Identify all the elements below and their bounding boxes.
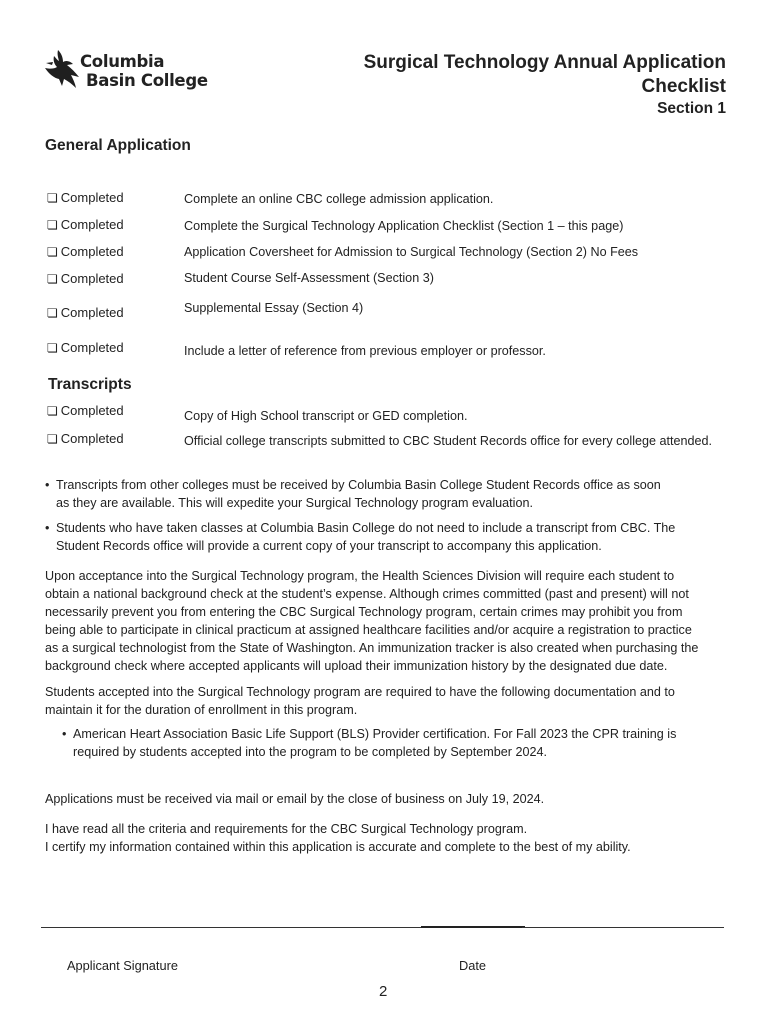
checkbox-label: Completed [60, 244, 124, 259]
deadline-statement [45, 790, 735, 808]
logo-line-2: Basin College [86, 71, 208, 90]
completed-checkbox[interactable] [47, 305, 124, 320]
transcript-note-bullet [45, 476, 661, 512]
completed-checkbox[interactable] [47, 217, 124, 232]
checkbox-label: Completed [60, 271, 124, 286]
bullet-line: American Heart Association Basic Life Support (BLS) Provider certification. For Fall 2023 the CPR training is [73, 727, 677, 741]
paragraph-line: maintain it for the duration of enrollment in this program. [45, 703, 358, 717]
checkbox-icon: ❏ [47, 306, 58, 320]
checkbox-label: Completed [60, 305, 124, 320]
acceptance-paragraph [45, 567, 735, 675]
certification-line: I have read all the criteria and requirements for the CBC Surgical Technology program. [45, 822, 528, 836]
college-logo [44, 48, 208, 100]
checkbox-label: Completed [60, 431, 124, 446]
signature-line [41, 927, 424, 928]
checklist-item: Student Course Self-Assessment (Section 3) [184, 271, 434, 285]
logo-wordmark [80, 52, 208, 90]
certification-statement [45, 820, 735, 856]
checkbox-icon: ❏ [47, 432, 58, 446]
note-line: as they are available. This will expedite your Surgical Technology program evaluation. [56, 496, 533, 510]
completed-checkbox[interactable] [47, 190, 124, 205]
checkbox-icon: ❏ [47, 245, 58, 259]
checklist-item: Include a letter of reference from previous employer or professor. [184, 344, 546, 358]
completed-checkbox[interactable] [47, 403, 124, 418]
eagle-icon [44, 48, 84, 94]
checklist-item: Complete an online CBC college admission application. [184, 192, 494, 206]
bullet-icon: • [45, 521, 50, 535]
date-label: Date [459, 958, 487, 973]
note-line: Transcripts from other colleges must be received by Columbia Basin College Student Records office as soon [56, 478, 661, 492]
bullet-icon: • [62, 727, 67, 741]
transcript-note-bullet [45, 519, 675, 555]
date-line [522, 927, 724, 928]
checklist-item: Application Coversheet for Admission to Surgical Technology (Section 2) No Fees [184, 245, 639, 259]
certification-line: I certify my information contained within this application is accurate and complete to the best of my ability. [45, 840, 631, 854]
checkbox-icon: ❏ [47, 272, 58, 286]
completed-checkbox[interactable] [47, 340, 124, 355]
checkbox-icon: ❏ [47, 218, 58, 232]
completed-checkbox[interactable] [47, 244, 124, 259]
completed-checkbox[interactable] [47, 271, 124, 286]
checkbox-icon: ❏ [47, 341, 58, 355]
document-title-line-2: Checklist [641, 76, 726, 97]
paragraph-line: Students accepted into the Surgical Technology program are required to have the following documentation and to [45, 685, 675, 699]
note-line: Students who have taken classes at Columbia Basin College do not need to include a transcript from CBC. The [56, 521, 676, 535]
paragraph-line: Upon acceptance into the Surgical Technology program, the Health Sciences Division will require each student to [45, 569, 675, 583]
document-title-line-1: Surgical Technology Annual Application [363, 52, 726, 73]
bullet-icon: • [45, 478, 50, 492]
bullet-line: required by students accepted into the program to be completed by September 2024. [73, 745, 547, 759]
checkbox-label: Completed [60, 217, 124, 232]
applicant-signature-label: Applicant Signature [67, 958, 178, 973]
paragraph-line: as a surgical technologist from the State of Washington. An immunization tracker is also created when purchasing the [45, 641, 699, 655]
checklist-item: Official college transcripts submitted to CBC Student Records office for every college attended. [184, 434, 713, 448]
page-number: 2 [379, 983, 388, 1000]
signature-line-segment [421, 926, 525, 928]
checkbox-icon: ❏ [47, 404, 58, 418]
checklist-item: Complete the Surgical Technology Application Checklist (Section 1 – this page) [184, 219, 624, 233]
checkbox-icon: ❏ [47, 191, 58, 205]
checklist-item: Supplemental Essay (Section 4) [184, 301, 364, 315]
paragraph-line: necessarily prevent you from entering the CBC Surgical Technology program, certain crimes may prohibit you from [45, 605, 683, 619]
paragraph-line: obtain a national background check at the student’s expense. Although crimes committed (past and present) will not [45, 587, 689, 601]
bls-requirement-bullet [62, 725, 676, 761]
section-label: Section 1 [657, 100, 726, 117]
deadline-text: Applications must be received via mail or email by the close of business on July 19, 2024. [45, 792, 545, 806]
checkbox-label: Completed [60, 403, 124, 418]
note-line: Student Records office will provide a current copy of your transcript to accompany this application. [56, 539, 602, 553]
logo-line-1: Columbia [80, 52, 165, 71]
checklist-item: Copy of High School transcript or GED completion. [184, 409, 468, 423]
documentation-paragraph [45, 683, 735, 719]
transcripts-heading: Transcripts [48, 376, 132, 393]
checkbox-label: Completed [60, 340, 124, 355]
paragraph-line: being able to participate in clinical practicum at assigned healthcare facilities and/or acquire a registration to practice [45, 623, 692, 637]
paragraph-line: background check where accepted applicants will upload their immunization history by the designated due date. [45, 659, 668, 673]
checkbox-label: Completed [60, 190, 124, 205]
general-application-heading: General Application [45, 137, 191, 154]
completed-checkbox[interactable] [47, 431, 124, 446]
